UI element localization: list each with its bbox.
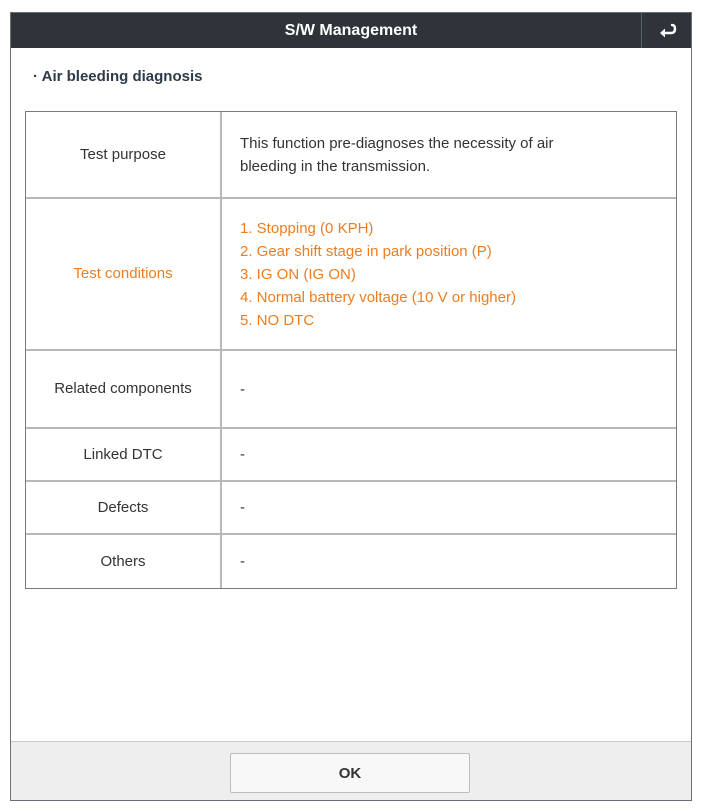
row-value <box>222 112 676 197</box>
table-row <box>26 112 676 199</box>
row-value <box>222 482 676 533</box>
row-label: Related components <box>26 351 222 427</box>
value-line: - <box>240 446 245 463</box>
value-line: 2. Gear shift stage in park position (P) <box>240 242 492 260</box>
value-line: - <box>240 380 245 398</box>
row-label: Others <box>26 535 222 588</box>
window-title: S/W Management <box>284 22 418 39</box>
value-line: - <box>240 499 245 516</box>
section-title: · Air bleeding diagnosis <box>33 68 203 85</box>
value-line: - <box>240 553 245 570</box>
table-row <box>26 199 676 351</box>
table-row <box>26 351 676 429</box>
title-bar <box>11 13 691 48</box>
row-label: Test purpose <box>26 112 222 197</box>
value-line: This function pre-diagnoses the necessity of air <box>240 134 554 152</box>
row-label: Defects <box>26 482 222 533</box>
table-row <box>26 482 676 535</box>
value-line: 1. Stopping (0 KPH) <box>240 219 374 237</box>
value-line: bleeding in the transmission. <box>240 157 431 175</box>
row-value <box>222 351 676 427</box>
row-value <box>222 199 676 349</box>
ok-button[interactable]: OK <box>230 753 470 793</box>
table-row <box>26 535 676 588</box>
table-row <box>26 429 676 482</box>
dialog-footer <box>11 741 691 800</box>
row-label: Test conditions <box>26 199 222 349</box>
row-label: Linked DTC <box>26 429 222 480</box>
back-button[interactable] <box>641 13 691 48</box>
value-line: 4. Normal battery voltage (10 V or higher) <box>240 288 516 306</box>
value-line: 5. NO DTC <box>240 311 315 329</box>
value-line: 3. IG ON (IG ON) <box>240 265 356 283</box>
return-arrow-icon <box>657 23 677 39</box>
row-value <box>222 535 676 588</box>
row-value <box>222 429 676 480</box>
sw-management-dialog <box>10 12 692 801</box>
info-table <box>25 111 677 589</box>
